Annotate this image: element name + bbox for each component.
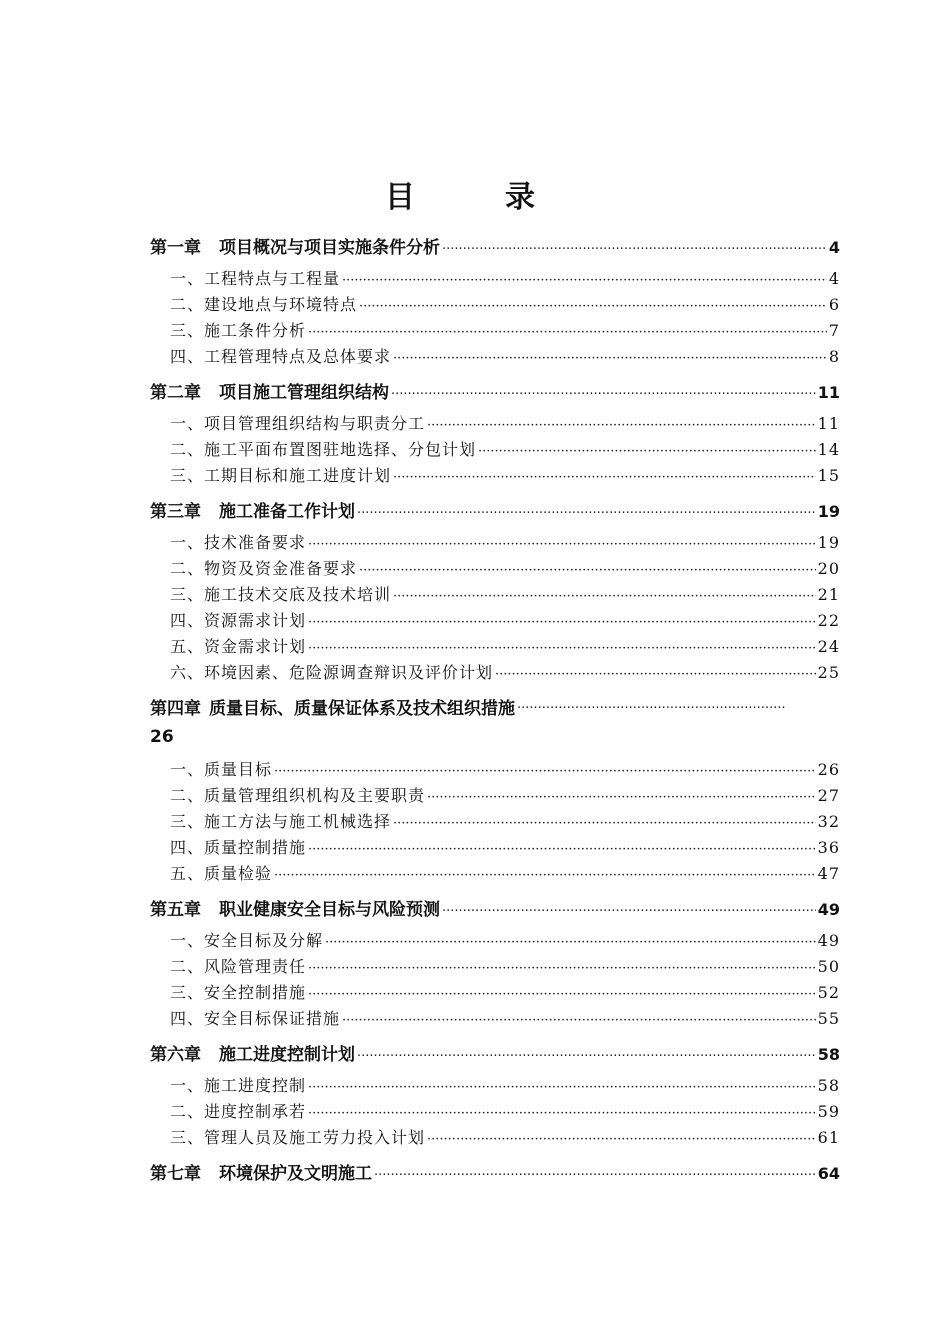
dot-leader	[308, 956, 816, 982]
dot-leader	[274, 759, 816, 785]
dot-leader	[393, 584, 816, 610]
toc-section[interactable]	[150, 556, 840, 582]
section-label: 五、资金需求计划	[170, 637, 307, 656]
section-page: 15	[817, 466, 840, 485]
dot-leader	[374, 1158, 816, 1194]
toc-section[interactable]	[150, 928, 840, 954]
toc-section[interactable]	[150, 660, 840, 686]
chapter-title: 项目施工管理组织结构	[219, 383, 389, 403]
toc-section[interactable]	[150, 318, 840, 344]
toc-section[interactable]	[150, 980, 840, 1006]
section-label: 五、质量检验	[170, 864, 273, 883]
toc-chapter-4[interactable]	[150, 691, 840, 757]
section-page: 11	[817, 414, 840, 433]
section-page: 47	[817, 864, 840, 883]
dot-leader	[308, 610, 816, 636]
dot-leader	[359, 558, 816, 584]
toc-section[interactable]	[150, 634, 840, 660]
section-page: 59	[817, 1102, 840, 1121]
toc-section[interactable]	[150, 437, 840, 463]
toc-section[interactable]	[150, 757, 840, 783]
dot-leader	[391, 377, 816, 413]
toc-section[interactable]	[150, 344, 840, 370]
toc-section[interactable]	[150, 411, 840, 437]
dot-leader	[342, 268, 827, 294]
chapter-title: 施工进度控制计划	[219, 1045, 355, 1065]
toc-section[interactable]	[150, 954, 840, 980]
section-page: 20	[817, 559, 840, 578]
dot-leader	[308, 320, 827, 346]
chapter-number: 第二章	[150, 383, 201, 403]
chapter-page: 11	[817, 383, 840, 402]
section-page: 49	[817, 931, 840, 950]
toc-chapter-2[interactable]	[150, 375, 840, 411]
toc-section[interactable]	[150, 530, 840, 556]
toc-section[interactable]	[150, 1125, 840, 1151]
dot-leader	[325, 930, 816, 956]
section-page: 58	[817, 1076, 840, 1095]
section-page: 36	[817, 838, 840, 857]
chapter-page: 26	[150, 727, 174, 747]
chapter-title: 职业健康安全目标与风险预测	[219, 900, 440, 920]
dot-leader	[308, 982, 816, 1008]
dot-leader	[274, 863, 816, 889]
chapter-number: 第七章	[150, 1164, 201, 1184]
section-page: 22	[817, 611, 840, 630]
toc-section[interactable]	[150, 292, 840, 318]
toc-section[interactable]	[150, 1006, 840, 1032]
toc-chapter-3[interactable]	[150, 494, 840, 530]
section-page: 4	[828, 269, 840, 288]
dot-leader	[357, 496, 816, 532]
dot-leader	[495, 662, 816, 688]
chapter-page: 64	[817, 1164, 840, 1183]
chapter-page: 58	[817, 1045, 840, 1064]
chapter-number: 第五章	[150, 900, 201, 920]
dot-leader	[308, 1075, 816, 1101]
toc-section[interactable]	[150, 463, 840, 489]
section-page: 26	[817, 760, 840, 779]
section-label: 二、进度控制承若	[170, 1102, 307, 1121]
chapter-number: 第三章	[150, 502, 201, 522]
section-label: 三、管理人员及施工劳力投入计划	[170, 1128, 426, 1147]
dot-leader	[427, 785, 816, 811]
dot-leader	[393, 811, 816, 837]
section-page: 14	[817, 440, 840, 459]
section-page: 19	[817, 533, 840, 552]
section-label: 一、施工进度控制	[170, 1076, 307, 1095]
dot-leader	[393, 346, 827, 372]
table-of-contents	[150, 230, 840, 1192]
chapter-title: 项目概况与项目实施条件分析	[219, 238, 440, 258]
toc-section[interactable]	[150, 835, 840, 861]
section-label: 二、建设地点与环境特点	[170, 295, 358, 314]
dot-leader	[342, 1008, 816, 1034]
section-page: 6	[828, 295, 840, 314]
section-label: 二、物资及资金准备要求	[170, 559, 358, 578]
chapter-page: 4	[828, 238, 840, 257]
toc-section[interactable]	[150, 608, 840, 634]
section-label: 四、工程管理特点及总体要求	[170, 347, 392, 366]
toc-chapter-5[interactable]	[150, 892, 840, 928]
dot-leader	[442, 232, 827, 268]
dot-leader	[359, 294, 827, 320]
toc-section[interactable]	[150, 809, 840, 835]
section-page: 61	[817, 1128, 840, 1147]
dot-leader	[427, 1127, 816, 1153]
chapter-title: 质量目标、质量保证体系及技术组织措施	[209, 699, 515, 719]
toc-section[interactable]	[150, 266, 840, 292]
chapter-number: 第四章	[150, 699, 201, 719]
chapter-page: 49	[817, 900, 840, 919]
section-page: 24	[817, 637, 840, 656]
chapter-title: 环境保护及文明施工	[219, 1164, 372, 1184]
section-label: 三、施工方法与施工机械选择	[170, 812, 392, 831]
chapter-title: 施工准备工作计划	[219, 502, 355, 522]
dot-leader	[442, 894, 816, 930]
section-label: 一、项目管理组织结构与职责分工	[170, 414, 426, 433]
dot-leader	[517, 695, 787, 723]
section-page: 25	[817, 663, 840, 682]
section-label: 三、安全控制措施	[170, 983, 307, 1002]
dot-leader	[478, 439, 816, 465]
toc-section[interactable]	[150, 861, 840, 887]
dot-leader	[393, 465, 816, 491]
section-page: 21	[817, 585, 840, 604]
toc-section[interactable]	[150, 1099, 840, 1125]
section-page: 55	[817, 1009, 840, 1028]
chapter-page: 19	[817, 502, 840, 521]
section-label: 二、风险管理责任	[170, 957, 307, 976]
section-label: 一、技术准备要求	[170, 533, 307, 552]
section-page: 27	[817, 786, 840, 805]
chapter-number: 第六章	[150, 1045, 201, 1065]
section-page: 8	[828, 347, 840, 366]
section-label: 一、工程特点与工程量	[170, 269, 341, 288]
section-label: 二、质量管理组织机构及主要职责	[170, 786, 426, 805]
section-page: 52	[817, 983, 840, 1002]
toc-section[interactable]	[150, 582, 840, 608]
section-label: 一、安全目标及分解	[170, 931, 324, 950]
section-page: 7	[828, 321, 840, 340]
section-page: 50	[817, 957, 840, 976]
section-label: 二、施工平面布置图驻地选择、分包计划	[170, 440, 477, 459]
dot-leader	[427, 413, 816, 439]
section-label: 四、质量控制措施	[170, 838, 307, 857]
toc-title: 目 录	[385, 180, 565, 215]
section-label: 六、环境因素、危险源调查辩识及评价计划	[170, 663, 494, 682]
toc-section[interactable]	[150, 783, 840, 809]
dot-leader	[308, 1101, 816, 1127]
section-label: 一、质量目标	[170, 760, 273, 779]
section-label: 四、资源需求计划	[170, 611, 307, 630]
dot-leader	[357, 1039, 816, 1075]
toc-section[interactable]	[150, 1073, 840, 1099]
toc-chapter-7[interactable]	[150, 1156, 840, 1192]
toc-chapter-6[interactable]	[150, 1037, 840, 1073]
dot-leader	[308, 837, 816, 863]
toc-chapter-1[interactable]	[150, 230, 840, 266]
chapter-number: 第一章	[150, 238, 201, 258]
dot-leader	[308, 636, 816, 662]
section-label: 三、施工技术交底及技术培训	[170, 585, 392, 604]
section-label: 三、施工条件分析	[170, 321, 307, 340]
section-label: 四、安全目标保证措施	[170, 1009, 341, 1028]
section-label: 三、工期目标和施工进度计划	[170, 466, 392, 485]
section-page: 32	[817, 812, 840, 831]
dot-leader	[308, 532, 816, 558]
